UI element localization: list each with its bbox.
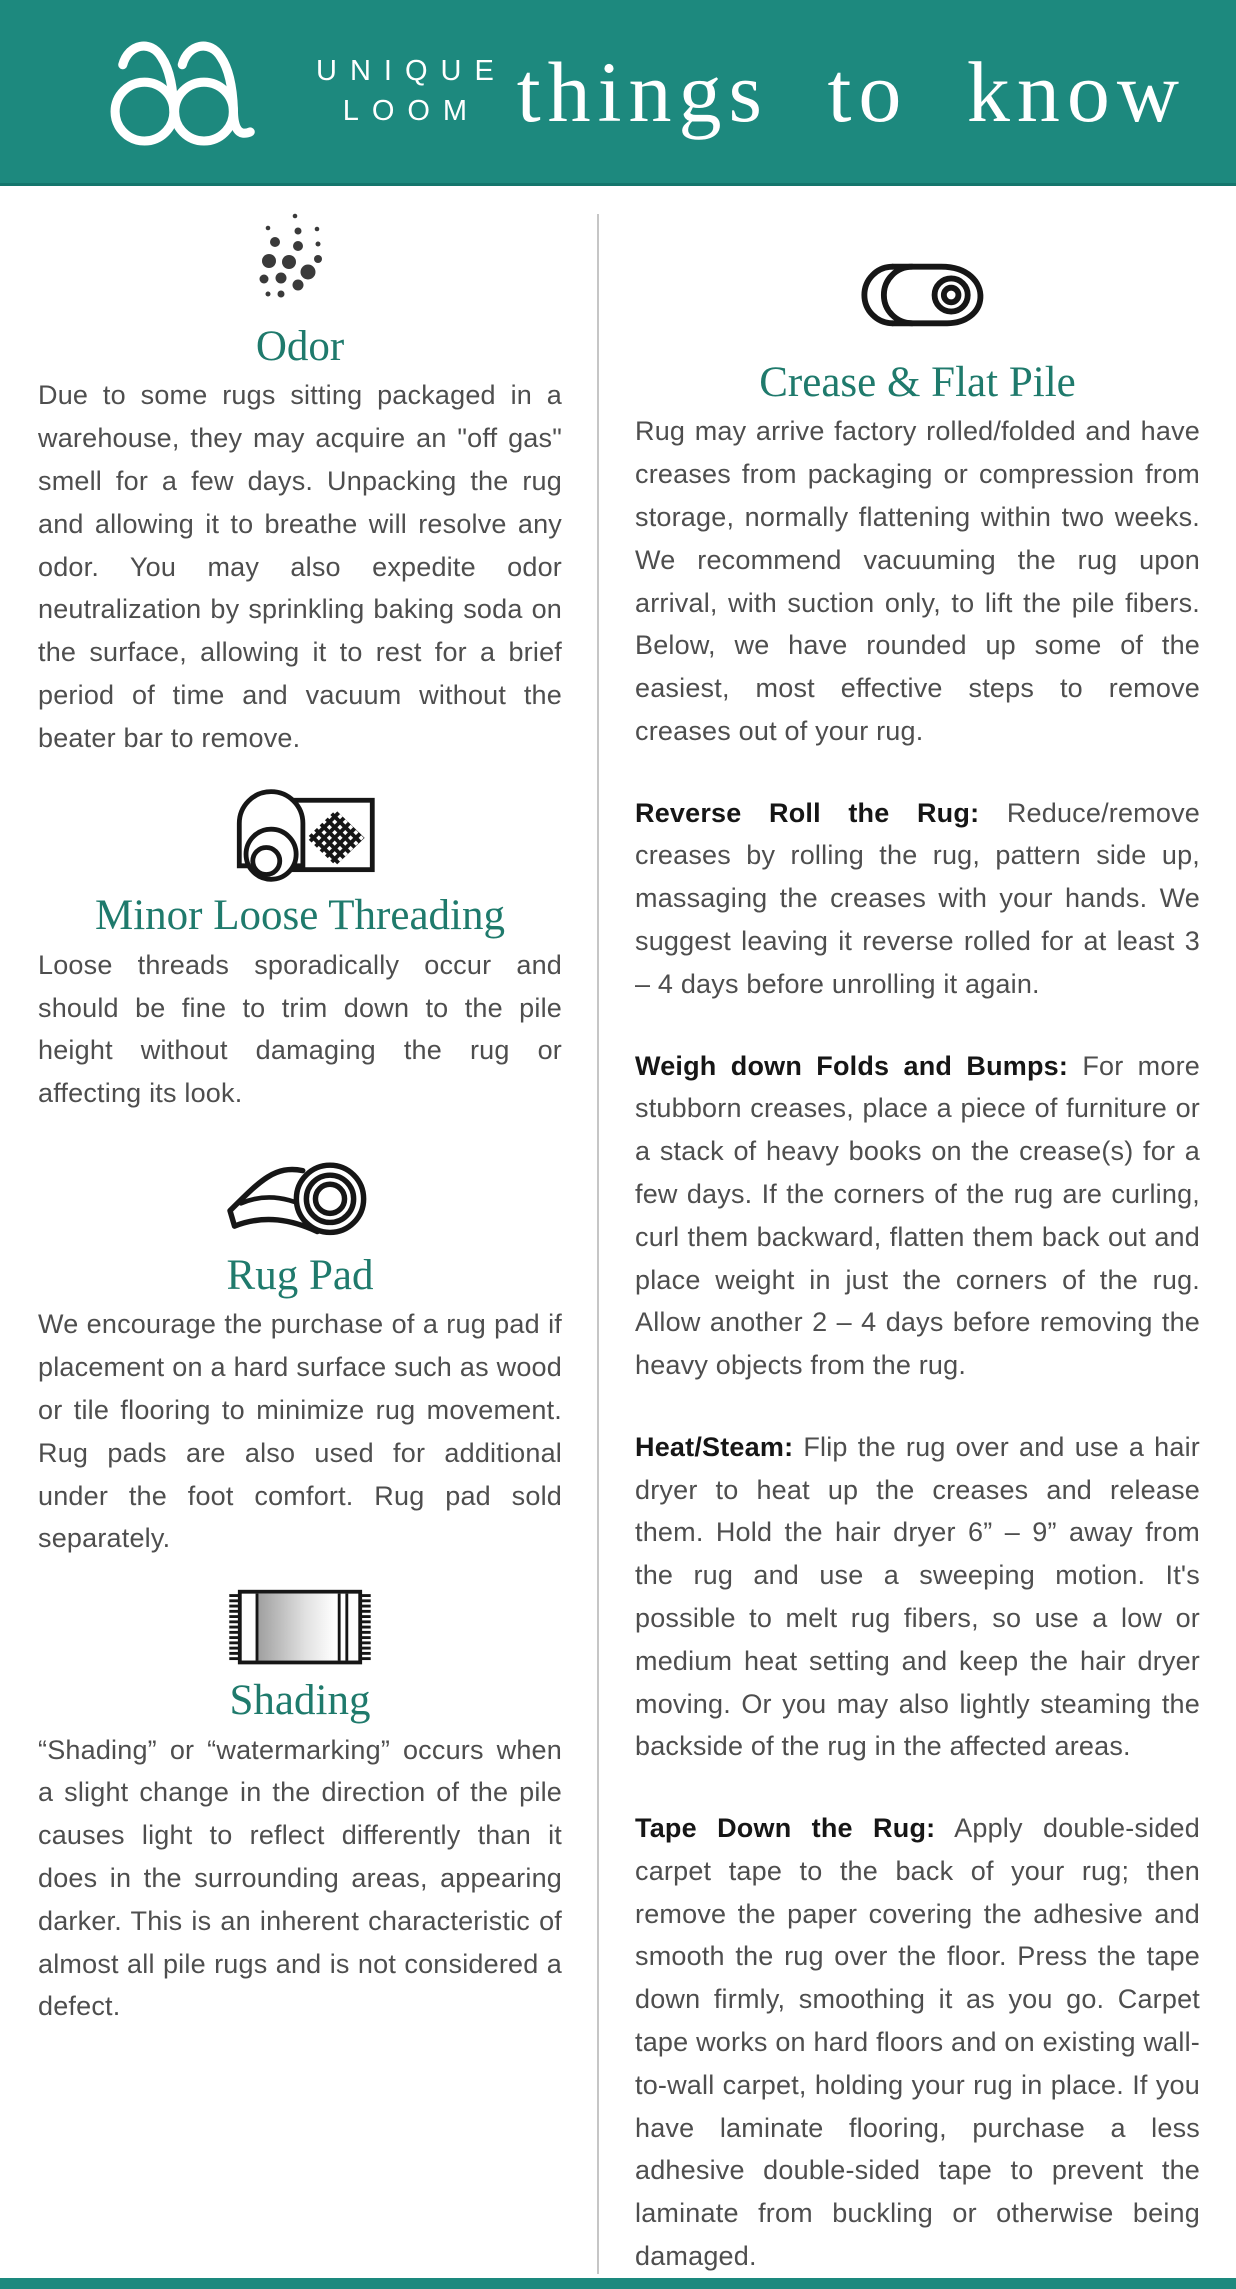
header-band — [0, 0, 1236, 186]
tip-heat-steam — [635, 1426, 1200, 1768]
tip-weigh-down — [635, 1045, 1200, 1387]
tip-text: For more stubborn creases, place a piece of furniture or a stack of heavy books on the crease(s) for a few days. If the corners of the rug are curling, curl them backward, flatten them back out and place weight in just the corners of the rug. Allow another 2 – 4 days before removing the heavy objects from the rug. — [635, 1050, 1200, 1381]
tip-text: Apply double-sided carpet tape to the back of your rug; then remove the paper covering the adhesive and smooth the rug over the floor. Press the tape down firmly, smoothing it as you go. Carpet tape works on hard floors and on existing wall-to-wall carpet, holding your rug in place. If you have laminate flooring, purchase a less adhesive double-sided tape to prevent the laminate from buckling or otherwise being damaged. — [635, 1813, 1200, 2271]
rolled-rug-side-icon — [848, 256, 988, 334]
section-heading-odor: Odor — [255, 323, 345, 370]
brand-line-1: UNIQUE — [316, 55, 507, 88]
page-title: things to know — [516, 43, 1187, 140]
brand-name — [316, 52, 507, 130]
content-area — [0, 186, 1236, 2278]
brand-line-2: LOOM — [342, 94, 481, 127]
tip-text: Reduce/remove creases by rolling the rug, pattern side up, massaging the creases with your hands. We suggest leaving it reverse rolled for at least 3 – 4 days before unrolling it again. — [635, 797, 1201, 999]
rolled-rug-crosshatch-icon — [215, 781, 385, 887]
unique-loom-logo-icon — [92, 17, 302, 167]
section-heading-crease: Crease & Flat Pile — [759, 359, 1076, 406]
tip-text: Flip the rug over and use a hair dryer to heat up the creases and release them. Hold the hair dryer 6” – 9” away from the rug and use a sweeping motion. It's possible to melt rug fibers, so use a low or medium heat setting and keep the hair dryer moving. Or you may also lightly steaming the backside of the rug in the affected areas. — [635, 1431, 1201, 1762]
footer-accent-strip — [0, 2278, 1236, 2289]
section-body-rugpad: We encourage the purchase of a rug pad if placement on a hard surface such as wood or tile flooring to minimize rug movement. Rug pads are also used for additional under the foot comfort. Rug pad sold separately. — [38, 1309, 562, 1554]
crease-intro: Rug may arrive factory rolled/folded and have creases from packaging or compression from storage, normally flattening within two weeks. We recommend vacuuming the rug upon arrival, with suction only, to lift the pile fibers. Below, we have rounded up some of the easiest, most effective steps to remove creases out of your rug. — [635, 416, 1200, 746]
tip-label: Reverse Roll the Rug: — [635, 797, 980, 828]
section-body-odor: Due to some rugs sitting packaged in a warehouse, they may acquire an "off gas" smell for a few days. Unpacking the rug and allowing it to breathe will resolve any odor. You may also expedite odor neutralization by sprinkling baking soda on the surface, allowing it to rest for a brief period of time and vacuum without the beater bar to remove. — [38, 380, 562, 753]
section-heading-rugpad: Rug Pad — [226, 1252, 374, 1300]
tip-label: Tape Down the Rug: — [635, 1813, 936, 1844]
tip-label: Heat/Steam: — [635, 1431, 794, 1462]
left-column — [38, 202, 562, 2278]
section-heading-threading: Minor Loose Threading — [94, 892, 505, 940]
tip-tape-down — [635, 1807, 1200, 2278]
right-column — [599, 202, 1200, 2278]
section-heading-shading: Shading — [229, 1677, 371, 1725]
brand-lockup — [92, 17, 507, 167]
rug-pad-roll-icon — [205, 1147, 395, 1247]
tip-label: Weigh down Folds and Bumps: — [635, 1050, 1069, 1081]
tip-reverse-roll — [635, 792, 1200, 1006]
section-body-threading: Loose threads sporadically occur and should be fine to trim down to the pile height without damaging the rug or affecting its look. — [38, 949, 562, 1109]
odor-dots-icon — [225, 208, 375, 318]
section-body-shading: “Shading” or “watermarking” occurs when a slight change in the direction of the pile causes light to reflect differently than it does in the surrounding areas, appearing darker. This is an inherent characteristic of almost all pile rugs and is not considered a defect. — [38, 1734, 562, 2022]
shaded-rug-fringe-icon — [225, 1586, 375, 1672]
